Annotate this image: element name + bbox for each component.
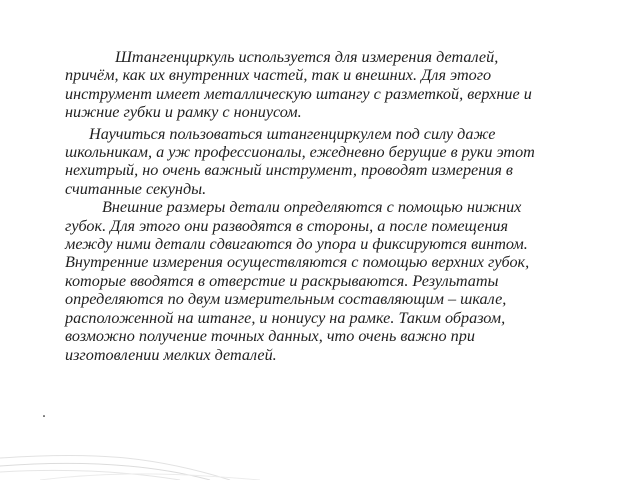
text-block [65,48,535,364]
paragraph-1: Штангенциркуль используется для измерения деталей, причём, как их внутренних частей, так и внешних. Для этого инструмент имеет металлическую штангу с разметкой, верхние и нижние губки и рамку с нониусом. [65,48,532,122]
paragraph-2: Научиться пользоваться штангенциркулем под силу даже школьникам, а уж профессионалы, ежедневно берущие в руки этот нехитрый, но очень важный инструмент, проводят измерения в считанные секунды. [65,124,535,198]
trailing-dot: . [42,404,46,421]
paragraph-3: Внешние размеры детали определяются с помощью нижних губок. Для этого они разводятся в стороны, а после помещения между ними детали сдвигаются до упора и фиксируются винтом. Внутренние измерения осуществляются с помощью верхних губок, которые вводятся в отверстие и раскрываются. Результаты определяются по двум измерительным составляющим – шкале, расположенной на штанге, и нониусу на рамке. Таким образом, возможно получение точных данных, что очень важно при изготовлении мелких деталей. [65,198,530,364]
decor-line-2 [0,463,210,480]
decor-line-3 [0,470,180,480]
decorative-swoosh [0,400,640,480]
decor-line-4 [40,474,260,480]
decor-line-1 [0,455,230,480]
